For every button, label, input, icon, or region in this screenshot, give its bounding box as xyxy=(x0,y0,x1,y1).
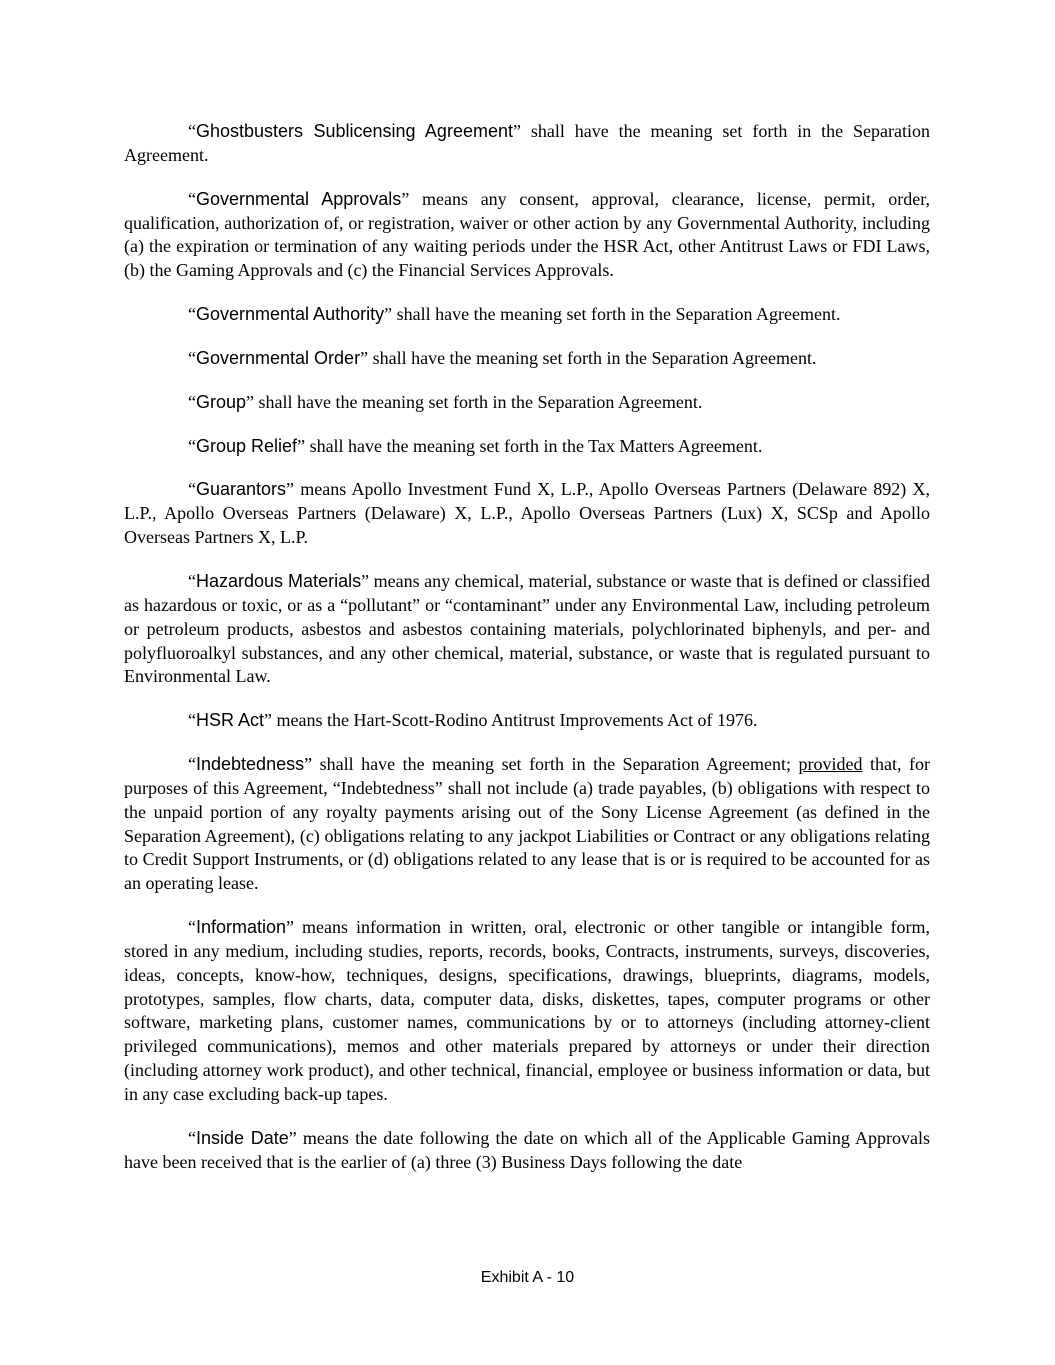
defined-term: Group Relief xyxy=(196,435,298,456)
page-number-label: Exhibit A - 10 xyxy=(480,1269,575,1286)
defined-term: Governmental Authority xyxy=(196,304,385,325)
defined-term: Guarantors xyxy=(196,479,287,500)
definition-text: means any chemical, material, substance or waste that is defined or classified as hazardous or toxic, or as a “pollutant” or “contaminant” under any Environmental Law, including petroleum or petroleum products, asbestos and asbestos containing materials, polychlorinated biphenyls, and per- and polyfluoroalkyl substances, and any other chemical, material, substance, or waste that is regulated pursuant to Environmental Law. xyxy=(124,570,930,687)
defined-term: Indebtedness xyxy=(196,754,305,775)
definition-inside-date: “Inside Date” means the date following the date on which all of the Applicable Gaming Approvals have been received that is the earlier of (a) three (3) Business Days following the date xyxy=(124,1127,930,1172)
definition-text: shall have the meaning set forth in the Separation Agreement; xyxy=(312,754,799,775)
definition-hazardous-materials: “Hazardous Materials” means any chemical, material, substance or waste that is defined or classified as hazardous or toxic, or as a “pollutant” or “contaminant” under any Environmental Law, including petroleum or petroleum products, asbestos and asbestos containing materials, polychlorinated biphenyls, and per- and polyfluoroalkyl substances, and any other chemical, material, substance, or waste that is regulated pursuant to Environmental Law. xyxy=(124,570,930,687)
definition-ghostbusters-sublicensing-agreement: “Ghostbusters Sublicensing Agreement” shall have the meaning set forth in the Separation Agreement. xyxy=(124,121,930,165)
definition-text: means any consent, approval, clearance, license, permit, order, qualification, authorization of, or registration, waiver or other action by any Governmental Authority, including (a) the expiration or termination of any waiting periods under the HSR Act, other Antitrust Laws or FDI Laws, (b) the Gaming Approvals and (c) the Financial Services Approvals. xyxy=(124,188,930,281)
defined-term: Information xyxy=(196,917,287,938)
definition-text: means the Hart-Scott-Rodino Antitrust Improvements Act of 1976. xyxy=(272,710,758,731)
defined-term: Group xyxy=(196,391,247,412)
definition-governmental-order: “Governmental Order” shall have the meaning set forth in the Separation Agreement. xyxy=(188,347,817,368)
defined-term: Inside Date xyxy=(196,1127,289,1148)
definition-text: shall have the meaning set forth in the Separation Agreement. xyxy=(392,304,841,325)
defined-term: Governmental Order xyxy=(196,347,361,368)
provided-underlined-word: provided xyxy=(798,754,863,775)
page-footer xyxy=(0,1269,1055,1287)
definition-governmental-approvals: “Governmental Approvals” means any consent, approval, clearance, license, permit, order, qualification, authorization of, or registration, waiver or other action by any Governmental Authority, including (a) the expiration or termination of any waiting periods under the HSR Act, other Antitrust Laws or FDI Laws, (b) the Gaming Approvals and (c) the Financial Services Approvals. xyxy=(124,188,930,281)
definition-group-relief: “Group Relief” shall have the meaning set forth in the Tax Matters Agreement. xyxy=(188,435,763,456)
definition-indebtedness: “Indebtedness” shall have the meaning set forth in the Separation Agreement; provided that, for purposes of this Agreement, “Indebtedness” shall not include (a) trade payables, (b) obligations with respect to the unpaid portion of any royalty payments arising out of the Sony License Agreement (as defined in the Separation Agreement), (c) obligations relating to any jackpot Liabilities or Contract or any obligations relating to Credit Support Instruments, or (d) obligations related to any lease that is or is required to be accounted for as an operating lease. xyxy=(124,754,930,894)
definition-text: shall have the meaning set forth in the Separation Agreement. xyxy=(124,121,930,165)
definition-text: means information in written, oral, electronic or other tangible or intangible form, stored in any medium, including studies, reports, records, books, Contracts, instruments, surveys, discoveries, ideas, concepts, know-how, techniques, designs, specifications, drawings, blueprints, diagrams, models, prototypes, samples, flow charts, data, computer data, disks, diskettes, tapes, computer programs or other software, marketing plans, customer names, communications by or to attorneys (including attorney-client privileged communications), memos and other materials prepared by attorneys or under their direction (including attorney work product), and other technical, financial, employee or business information or data, but in any case excluding back-up tapes. xyxy=(124,917,930,1104)
definition-text: shall have the meaning set forth in the Separation Agreement. xyxy=(254,391,703,412)
definition-text: shall have the meaning set forth in the Tax Matters Agreement. xyxy=(305,435,763,456)
definition-text: means Apollo Investment Fund X, L.P., Apollo Overseas Partners (Delaware 892) X, L.P., Apollo Overseas Partners (Delaware) X, L.P., Apollo Overseas Partners (Lux) X, SCSp and Apollo Overseas Partners X, L.P. xyxy=(124,479,930,548)
definitions-body xyxy=(124,120,930,1195)
defined-term: Ghostbusters Sublicensing Agreement xyxy=(196,121,513,141)
definition-text-continued: that, for purposes of this Agreement, “Indebtedness” shall not include (a) trade payables, (b) obligations with respect to the unpaid portion of any royalty payments arising out of the Sony License Agreement (as defined in the Separation Agreement), (c) obligations relating to any jackpot Liabilities or Contract or any obligations relating to Credit Support Instruments, or (d) obligations related to any lease that is or is required to be accounted for as an operating lease. xyxy=(124,754,930,894)
defined-term: Hazardous Materials xyxy=(196,570,362,591)
defined-term: HSR Act xyxy=(196,710,265,731)
definition-governmental-authority: “Governmental Authority” shall have the meaning set forth in the Separation Agreement. xyxy=(188,304,841,325)
definition-information: “Information” means information in written, oral, electronic or other tangible or intangible form, stored in any medium, including studies, reports, records, books, Contracts, instruments, surveys, discoveries, ideas, concepts, know-how, techniques, designs, specifications, drawings, blueprints, diagrams, models, prototypes, samples, flow charts, data, computer data, disks, diskettes, tapes, computer programs or other software, marketing plans, customer names, communications by or to attorneys (including attorney-client privileged communications), memos and other materials prepared by attorneys or under their direction (including attorney work product), and other technical, financial, employee or business information or data, but in any case excluding back-up tapes. xyxy=(124,917,930,1104)
definition-text: means the date following the date on which all of the Applicable Gaming Approvals have been received that is the earlier of (a) three (3) Business Days following the date xyxy=(124,1127,930,1172)
definition-text: shall have the meaning set forth in the Separation Agreement. xyxy=(368,347,817,368)
defined-term: Governmental Approvals xyxy=(196,188,402,209)
definition-hsr-act: “HSR Act” means the Hart-Scott-Rodino Antitrust Improvements Act of 1976. xyxy=(188,710,758,731)
definition-guarantors: “Guarantors” means Apollo Investment Fund X, L.P., Apollo Overseas Partners (Delaware 892) X, L.P., Apollo Overseas Partners (Delaware) X, L.P., Apollo Overseas Partners (Lux) X, SCSp and Apollo Overseas Partners X, L.P. xyxy=(124,479,930,548)
definition-group: “Group” shall have the meaning set forth in the Separation Agreement. xyxy=(188,391,703,412)
